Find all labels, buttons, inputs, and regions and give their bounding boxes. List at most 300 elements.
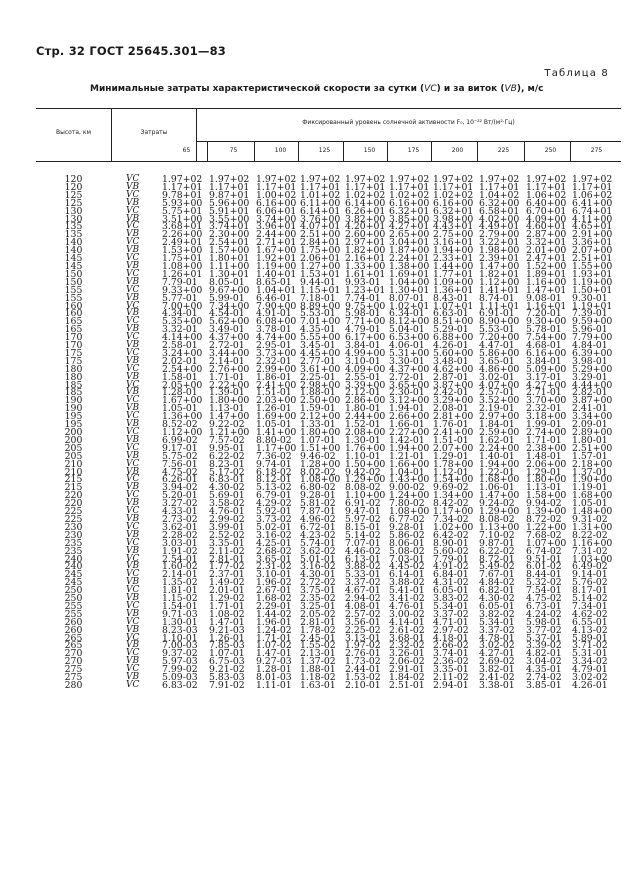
value-cell: 1.63-01	[300, 680, 336, 691]
value-cell: 5.60+00	[433, 347, 474, 359]
value-cell: 1.52-01	[345, 419, 381, 431]
cost-type-cell: VB	[126, 593, 140, 604]
value-cell: 6.91-02	[345, 498, 381, 510]
height-cell: 150	[64, 276, 83, 288]
value-cell: 1.35-02	[162, 577, 198, 589]
value-cell: 6.82-01	[479, 585, 515, 597]
value-cell: 4.91-01	[256, 308, 292, 320]
value-cell: 2.19-01	[479, 403, 515, 415]
value-cell: 2.13-01	[300, 648, 336, 660]
value-cell: 1.71-01	[526, 434, 562, 446]
value-cell: 3.32-01	[162, 324, 198, 336]
height-cell: 225	[64, 513, 83, 525]
value-cell: 4.79-01	[345, 324, 381, 336]
title-vb: VB	[504, 84, 517, 94]
header-divider	[254, 141, 255, 161]
cost-type-cell: VC	[126, 648, 140, 659]
table-title	[90, 84, 610, 94]
value-cell: 4.75-02	[526, 593, 562, 605]
value-cell: 1.80-01	[345, 403, 381, 415]
value-cell: 3.22+01	[479, 237, 520, 249]
value-cell: 5.75+01	[162, 205, 203, 217]
value-cell: 1.58-01	[162, 371, 198, 383]
value-cell: 6.83-01	[209, 474, 245, 486]
cost-type-cell: VC	[126, 316, 140, 327]
header-cost: Затраты	[140, 129, 168, 136]
value-cell: 1.24+00	[389, 490, 430, 502]
value-cell: 2.79+00	[479, 229, 520, 241]
value-cell: 1.38+00	[389, 260, 430, 272]
value-cell: 9.21-02	[209, 664, 245, 676]
cost-type-cell: VB	[126, 340, 140, 351]
height-cell: 190	[64, 395, 83, 407]
value-cell: 4.86+00	[479, 363, 520, 375]
value-cell: 1.22-01	[479, 466, 515, 478]
height-cell: 245	[64, 577, 83, 589]
value-cell: 3.62-01	[162, 521, 198, 533]
height-cell: 245	[64, 569, 83, 581]
value-cell: 1.28-01	[256, 664, 292, 676]
cost-type-cell: VB	[126, 324, 140, 335]
value-cell: 5.77-01	[162, 292, 198, 304]
value-cell: 3.44+00	[209, 347, 250, 359]
value-cell: 5.98-01	[526, 616, 562, 628]
value-cell: 2.25-01	[300, 371, 336, 383]
value-cell: 1.15-02	[162, 593, 198, 605]
value-cell: 9.21-03	[209, 624, 245, 636]
value-cell: 1.48+00	[572, 506, 613, 518]
value-cell: 3.68+01	[162, 221, 203, 233]
value-cell: 6.06+01	[256, 205, 297, 217]
value-cell: 2.08-01	[433, 403, 469, 415]
value-cell: 3.98-01	[572, 355, 608, 367]
value-cell: 3.04+01	[389, 237, 430, 249]
value-cell: 6.40+00	[526, 197, 567, 209]
value-cell: 9.93-01	[345, 276, 381, 288]
value-cell: 3.82+00	[345, 213, 386, 225]
value-cell: 2.76+00	[209, 363, 250, 375]
value-cell: 2.39+01	[479, 253, 520, 265]
value-cell: 1.17+01	[345, 181, 386, 193]
value-cell: 2.38+00	[526, 442, 567, 454]
value-cell: 2.55-01	[345, 371, 381, 383]
value-cell: 5.14-02	[345, 529, 381, 541]
value-cell: 1.16+00	[526, 276, 567, 288]
height-cell: 215	[64, 474, 83, 486]
value-cell: 7.07-01	[345, 537, 381, 549]
value-cell: 1.87+00	[389, 245, 430, 257]
cost-type-cell: VB	[126, 245, 140, 256]
cost-type-cell: VB	[126, 197, 140, 208]
cost-type-cell: VB	[126, 529, 140, 540]
value-cell: 1.10+00	[345, 490, 386, 502]
value-cell: 2.12+00	[300, 411, 341, 423]
value-cell: 3.02-02	[479, 640, 515, 652]
height-cell: 155	[64, 284, 83, 296]
value-cell: 1.54+00	[433, 474, 474, 486]
value-cell: 3.78-01	[256, 324, 292, 336]
value-cell: 1.08+00	[300, 474, 341, 486]
cost-type-cell: VC	[126, 569, 140, 580]
value-cell: 2.41-01	[572, 403, 608, 415]
value-cell: 7.34-01	[572, 600, 608, 612]
value-cell: 2.33+01	[433, 253, 474, 265]
value-cell: 1.17+01	[162, 181, 203, 193]
value-cell: 3.73-02	[256, 513, 292, 525]
value-cell: 1.89+01	[526, 268, 567, 280]
value-cell: 8.74-01	[479, 292, 515, 304]
value-cell: 6.46-01	[256, 292, 292, 304]
value-cell: 2.82-01	[572, 387, 608, 399]
value-cell: 2.60+00	[345, 229, 386, 241]
value-cell: 1.88-01	[300, 387, 336, 399]
value-cell: 1.11-01	[256, 680, 292, 691]
value-cell: 1.51-01	[433, 434, 469, 446]
value-cell: 7.91-02	[209, 680, 245, 691]
value-cell: 1.36+01	[433, 284, 474, 296]
cost-type-cell: VC	[126, 664, 140, 675]
height-cell: 170	[64, 332, 83, 344]
value-cell: 1.43+00	[389, 474, 430, 486]
height-cell: 230	[64, 521, 83, 533]
value-cell: 6.08+00	[256, 316, 297, 328]
value-cell: 1.75+01	[162, 253, 203, 265]
value-cell: 4.76-01	[389, 600, 425, 612]
value-cell: 6.49-02	[572, 561, 608, 573]
value-cell: 2.30-01	[389, 387, 425, 399]
value-cell: 1.13-01	[209, 403, 245, 415]
cost-type-cell: VB	[126, 292, 140, 303]
value-cell: 4.24-02	[526, 608, 562, 620]
value-cell: 5.20-01	[162, 490, 198, 502]
height-cell: 155	[64, 292, 83, 304]
value-cell: 3.82-01	[479, 664, 515, 676]
value-cell: 1.18-02	[300, 672, 336, 684]
value-cell: 3.58-02	[209, 498, 245, 510]
value-cell: 4.30-02	[479, 593, 515, 605]
value-cell: 2.94-01	[433, 680, 469, 691]
value-cell: 3.84-01	[526, 355, 562, 367]
value-cell: 4.84-02	[479, 577, 515, 589]
height-cell: 185	[64, 387, 83, 399]
value-cell: 9.00-02	[389, 482, 425, 494]
value-cell: 1.03+00	[572, 553, 613, 565]
value-cell: 3.56-01	[345, 616, 381, 628]
value-cell: 2.57-02	[345, 608, 381, 620]
cost-type-cell: VC	[126, 379, 140, 390]
value-cell: 1.37-01	[572, 466, 608, 478]
value-cell: 6.91-01	[479, 308, 515, 320]
value-cell: 1.05-01	[256, 419, 292, 431]
value-cell: 1.67+00	[256, 245, 297, 257]
value-cell: 8.72-02	[526, 513, 562, 525]
value-cell: 5.35+00	[162, 316, 203, 328]
value-cell: 1.12+00	[479, 276, 520, 288]
value-cell: 1.17+01	[479, 181, 520, 193]
value-cell: 1.44-02	[256, 608, 292, 620]
value-cell: 2.72-01	[389, 371, 425, 383]
height-cell: 220	[64, 490, 83, 502]
height-cell: 160	[64, 308, 83, 320]
value-cell: 5.97-03	[162, 656, 198, 668]
value-cell: 8.07-01	[389, 292, 425, 304]
value-cell: 1.17+01	[526, 181, 567, 193]
value-cell: 1.86-01	[256, 371, 292, 383]
value-cell: 3.45-01	[300, 340, 336, 352]
header-column-125: 125	[318, 147, 331, 154]
value-cell: 5.53-01	[300, 308, 336, 320]
value-cell: 5.69-01	[209, 490, 245, 502]
value-cell: 2.97+01	[345, 237, 386, 249]
height-cell: 205	[64, 450, 83, 462]
value-cell: 2.18+00	[572, 458, 613, 470]
value-cell: 1.58+00	[526, 490, 567, 502]
height-cell: 240	[64, 561, 83, 573]
value-cell: 1.05-01	[162, 403, 198, 415]
value-cell: 3.85+00	[389, 213, 430, 225]
value-cell: 9.30+00	[526, 316, 567, 328]
value-cell: 1.39-01	[209, 387, 245, 399]
value-cell: 8.23-03	[162, 624, 198, 636]
cost-type-cell: VC	[126, 300, 140, 311]
height-cell: 255	[64, 608, 83, 620]
value-cell: 5.04-01	[389, 324, 425, 336]
cost-type-cell: VC	[126, 616, 140, 627]
value-cell: 7.79-01	[162, 276, 198, 288]
value-cell: 1.19+01	[572, 300, 613, 312]
value-cell: 1.28+00	[300, 458, 341, 470]
value-cell: 3.74+01	[209, 221, 250, 233]
value-cell: 7.79-01	[433, 553, 469, 565]
value-cell: 2.95-01	[256, 340, 292, 352]
value-cell: 1.06+02	[572, 189, 613, 201]
cost-type-cell: VB	[126, 577, 140, 588]
value-cell: 1.19-01	[572, 482, 608, 494]
value-cell: 1.17+01	[209, 181, 250, 193]
value-cell: 1.97+02	[209, 174, 250, 185]
value-cell: 3.74+00	[256, 213, 297, 225]
value-cell: 7.39-01	[572, 308, 608, 320]
value-cell: 1.07+01	[433, 300, 474, 312]
value-cell: 2.32-02	[389, 640, 425, 652]
cost-type-cell: VB	[126, 419, 140, 430]
value-cell: 9.31-02	[572, 513, 608, 525]
value-cell: 4.27+00	[526, 379, 567, 391]
value-cell: 2.08+00	[345, 427, 386, 438]
value-cell: 2.12-01	[345, 387, 381, 399]
value-cell: 1.98+00	[479, 245, 520, 257]
value-cell: 7.74-01	[345, 292, 381, 304]
value-cell: 7.85-03	[209, 640, 245, 652]
value-cell: 9.95-01	[209, 442, 245, 454]
cost-type-cell: VC	[126, 474, 140, 485]
value-cell: 6.14+00	[345, 197, 386, 209]
header-divider	[477, 141, 478, 161]
cost-type-cell: VC	[126, 332, 140, 343]
value-cell: 8.08-02	[345, 482, 381, 494]
cost-type-cell: VC	[126, 284, 140, 295]
value-cell: 7.71+00	[345, 316, 386, 328]
value-cell: 1.11+01	[479, 300, 520, 312]
value-cell: 4.37+00	[209, 332, 250, 344]
value-cell: 1.37-02	[300, 656, 336, 668]
value-cell: 1.84-02	[389, 672, 425, 684]
value-cell: 3.16-02	[256, 529, 292, 541]
value-cell: 3.10-01	[256, 569, 292, 581]
value-cell: 3.55+00	[209, 213, 250, 225]
value-cell: 1.07-01	[300, 434, 336, 446]
value-cell: 3.02-01	[479, 371, 515, 383]
value-cell: 2.84+01	[300, 237, 341, 249]
value-cell: 1.97+02	[345, 174, 386, 185]
value-cell: 4.26-01	[433, 340, 469, 352]
value-cell: 3.00-02	[389, 608, 425, 620]
header-column-175: 175	[407, 147, 420, 154]
cost-type-cell: VB	[126, 466, 140, 477]
value-cell: 2.01+00	[526, 245, 567, 257]
value-cell: 5.60-02	[433, 545, 469, 557]
height-cell: 165	[64, 324, 83, 336]
value-cell: 8.43-01	[433, 292, 469, 304]
value-cell: 2.06+00	[526, 458, 567, 470]
value-cell: 3.98+00	[433, 213, 474, 225]
value-cell: 2.52-02	[209, 529, 245, 541]
value-cell: 1.47+00	[479, 260, 520, 272]
value-cell: 1.97+02	[572, 174, 613, 185]
value-cell: 4.62-02	[572, 608, 608, 620]
header-divider	[343, 141, 344, 161]
height-cell: 235	[64, 537, 83, 549]
value-cell: 1.53+01	[300, 268, 341, 280]
height-cell: 140	[64, 237, 83, 249]
value-cell: 2.51+00	[572, 442, 613, 454]
value-cell: 9.42-02	[345, 466, 381, 478]
value-cell: 1.17+01	[389, 181, 430, 193]
value-cell: 3.74-01	[433, 648, 469, 660]
value-cell: 2.54+01	[209, 237, 250, 249]
value-cell: 1.50+00	[345, 458, 386, 470]
value-cell: 2.99+00	[256, 363, 297, 375]
value-cell: 9.17-01	[162, 442, 198, 454]
height-cell: 130	[64, 205, 83, 217]
value-cell: 2.51+01	[572, 253, 613, 265]
value-cell: 1.94+00	[479, 458, 520, 470]
value-cell: 2.27+00	[389, 427, 430, 438]
value-cell: 2.03+00	[256, 395, 297, 407]
value-cell: 9.51-01	[526, 553, 562, 565]
value-cell: 2.61-02	[389, 624, 425, 636]
value-cell: 9.87+01	[209, 189, 250, 201]
height-cell: 230	[64, 529, 83, 541]
value-cell: 4.30-02	[209, 482, 245, 494]
height-cell: 170	[64, 340, 83, 352]
value-cell: 2.44+00	[345, 411, 386, 423]
header-column-200: 200	[451, 147, 464, 154]
value-cell: 9.30-01	[572, 292, 608, 304]
value-cell: 3.65-01	[256, 553, 292, 565]
cost-type-cell: VC	[126, 395, 140, 406]
value-cell: 5.49-02	[479, 561, 515, 573]
height-cell: 180	[64, 363, 83, 375]
value-cell: 1.76-01	[433, 419, 469, 431]
value-cell: 8.06-01	[389, 537, 425, 549]
value-cell: 4.09+00	[526, 213, 567, 225]
value-cell: 4.37+00	[389, 363, 430, 375]
value-cell: 1.94-01	[389, 403, 425, 415]
value-cell: 2.89+00	[572, 427, 613, 438]
value-cell: 1.17+01	[300, 181, 341, 193]
value-cell: 1.97+02	[300, 174, 341, 185]
value-cell: 5.83-03	[209, 672, 245, 684]
value-cell: 1.51+00	[300, 442, 341, 454]
value-cell: 9.78+01	[162, 189, 203, 201]
value-cell: 1.07+00	[526, 537, 567, 549]
value-cell: 6.70+01	[526, 205, 567, 217]
value-cell: 3.83-02	[433, 593, 469, 605]
value-cell: 5.33-01	[345, 569, 381, 581]
header-divider	[207, 141, 208, 161]
value-cell: 6.88+00	[433, 332, 474, 344]
value-cell: 1.52+00	[526, 260, 567, 272]
value-cell: 3.52+00	[479, 395, 520, 407]
value-cell: 1.51-01	[256, 387, 292, 399]
value-cell: 1.97+02	[433, 174, 474, 185]
value-cell: 5.55+00	[300, 332, 341, 344]
value-cell: 6.99-02	[162, 434, 198, 446]
header-column-75: 75	[229, 147, 238, 154]
value-cell: 1.02+01	[389, 300, 430, 312]
cost-type-cell: VC	[126, 411, 140, 422]
value-cell: 2.51+00	[300, 229, 341, 241]
value-cell: 8.51+00	[433, 316, 474, 328]
value-cell: 1.10-01	[345, 450, 381, 462]
value-cell: 9.44-01	[300, 276, 336, 288]
value-cell: 3.17-01	[526, 371, 562, 383]
value-cell: 1.90+00	[572, 474, 613, 486]
value-cell: 2.14-01	[209, 355, 245, 367]
value-cell: 1.71-01	[209, 371, 245, 383]
value-cell: 8.12-01	[256, 474, 292, 486]
value-cell: 5.89-01	[572, 632, 608, 644]
value-cell: 5.78-01	[526, 324, 562, 336]
value-cell: 4.84-01	[572, 340, 608, 352]
value-cell: 4.43+01	[433, 221, 474, 233]
value-cell: 3.77-02	[526, 624, 562, 636]
value-cell: 1.26-01	[209, 632, 245, 644]
value-cell: 1.44+00	[433, 260, 474, 272]
value-cell: 4.96-02	[300, 513, 336, 525]
cost-type-cell: VC	[126, 442, 140, 453]
value-cell: 3.62-02	[300, 545, 336, 557]
value-cell: 1.06-01	[479, 482, 515, 494]
value-cell: 5.92-01	[256, 506, 292, 518]
value-cell: 3.85-01	[526, 680, 562, 691]
header-divider	[196, 141, 621, 142]
height-cell: 275	[64, 664, 83, 676]
value-cell: 1.80+00	[526, 474, 567, 486]
header-column-150: 150	[363, 147, 376, 154]
value-cell: 1.82+01	[479, 268, 520, 280]
value-cell: 4.46-02	[345, 545, 381, 557]
value-cell: 1.12+00	[162, 427, 203, 438]
value-cell: 1.80-01	[572, 434, 608, 446]
height-cell: 240	[64, 553, 83, 565]
height-cell: 135	[64, 229, 83, 241]
value-cell: 6.01-02	[526, 561, 562, 573]
header-column-275: 275	[590, 147, 603, 154]
cost-type-cell: VB	[126, 482, 140, 493]
value-cell: 4.65+01	[572, 221, 613, 233]
